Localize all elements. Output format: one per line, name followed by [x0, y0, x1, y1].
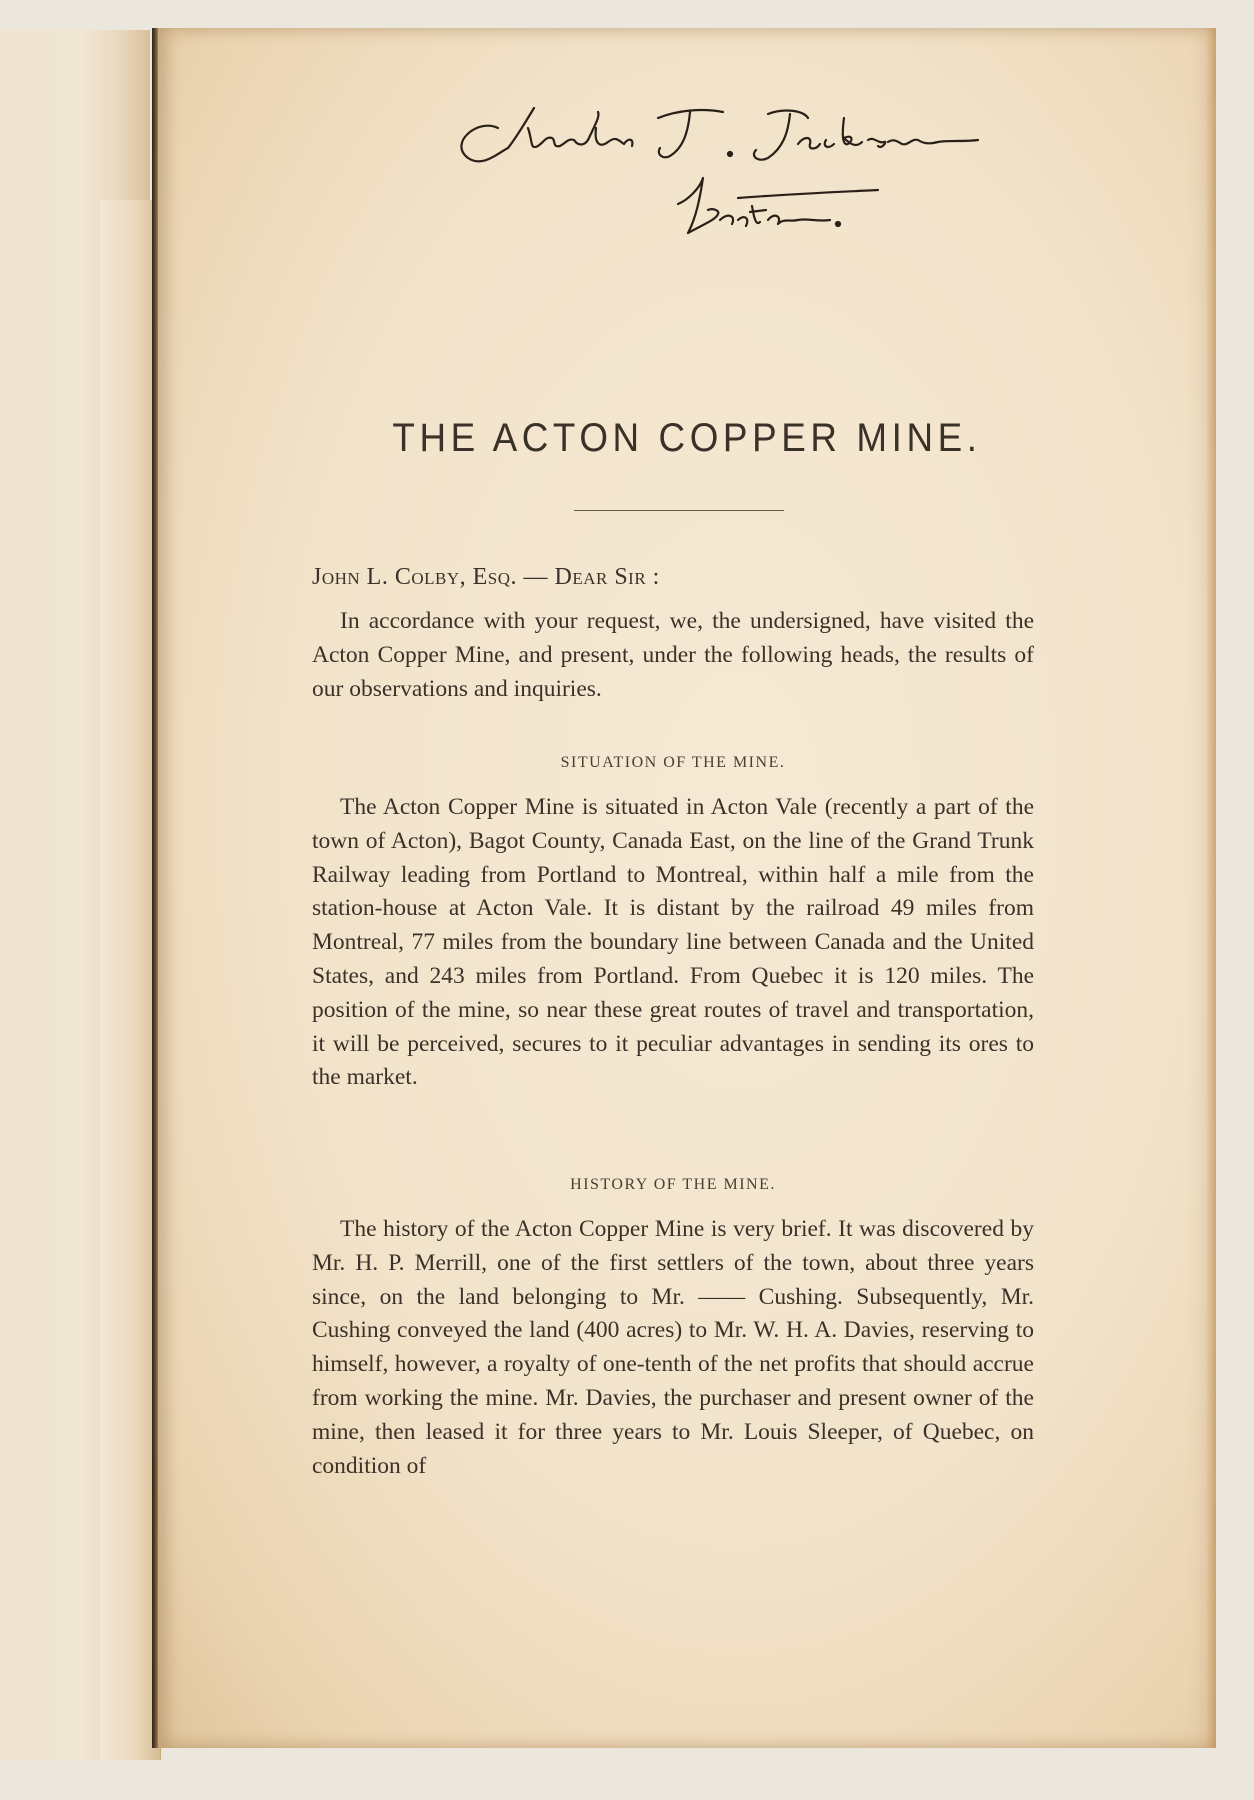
- intro-paragraph: In accordance with your request, we, the undersigned, have visited the Acton Copper Mine, and present, under the following heads, the results of our observations and inquiries.: [312, 608, 1034, 702]
- handwritten-signature: [438, 88, 998, 258]
- document-page: [158, 28, 1216, 1748]
- title-divider: [574, 510, 784, 511]
- section-heading-history: HISTORY OF THE MINE.: [570, 1176, 776, 1193]
- section-text-history: The history of the Acton Copper Mine is very brief. It was discovered by Mr. H. P. Merrill, one of the first settlers of the town, about three years since, on the land belonging to Mr. —— Cushing. Subsequently, Mr. Cushing conveyed the land (400 acres) to Mr. W. H. A. Davies, reserving to himself, however, a royalty of one-tenth of the net profits that should accrue from working the mine. Mr. Davies, the purchaser and present owner of the mine, then leased it for three years to Mr. Louis Sleeper, of Quebec, on condition of: [312, 1216, 1034, 1479]
- section-heading-situation: SITUATION OF THE MINE.: [560, 754, 786, 771]
- section-text-situation: The Acton Copper Mine is situated in Acton Vale (recently a part of the town of Acton), Bagot County, Canada East, on the line of the Grand Trunk Railway leading from Portland to Montreal, within half a mile from the station-house at Acton Vale. It is distant by the railroad 49 miles from Montreal, 77 miles from the boundary line between Canada and the United States, and 243 miles from Portland. From Quebec it is 120 miles. The position of the mine, so near these great routes of travel and transportation, it will be perceived, secures to it peculiar advantages in sending its ores to the market.: [312, 794, 1034, 1091]
- document-title: THE ACTON COPPER MINE.: [392, 416, 982, 460]
- salutation: John L. Colby, Esq. — Dear Sir :: [312, 564, 660, 590]
- page-edge: [1206, 28, 1216, 1748]
